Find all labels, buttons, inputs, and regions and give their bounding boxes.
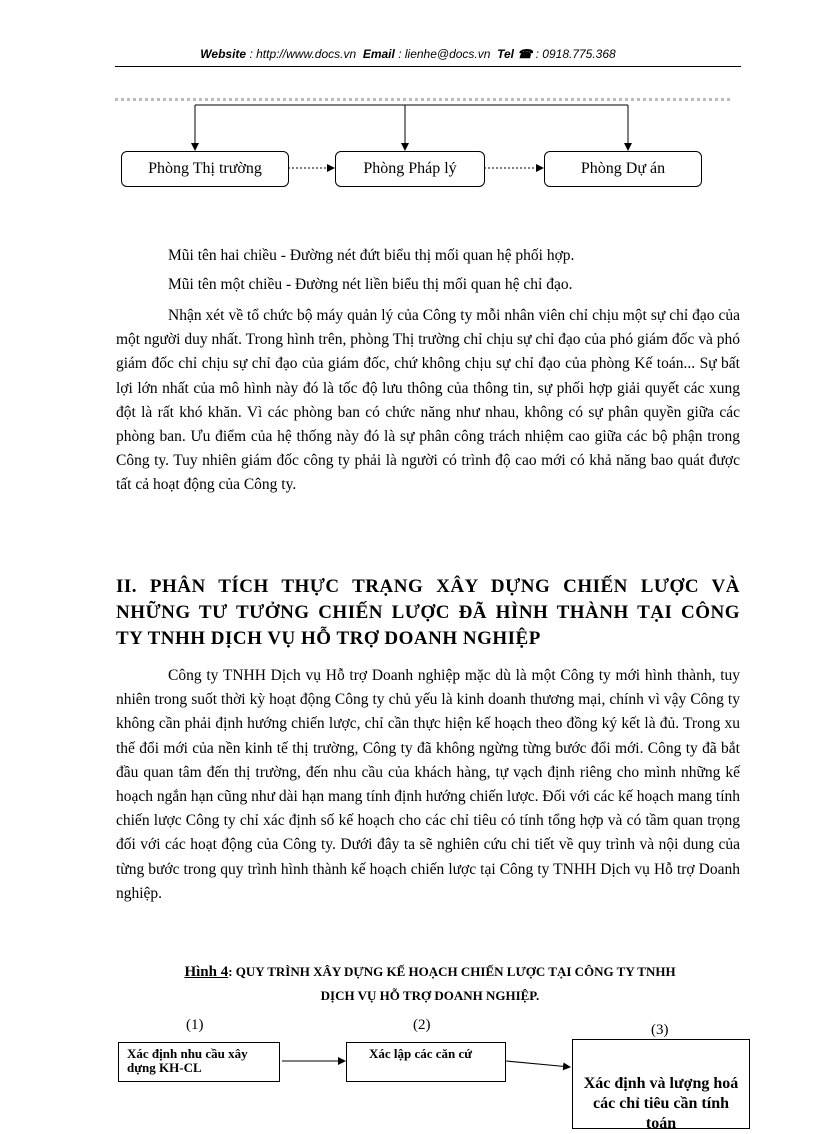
org-box-label: Phòng Pháp lý — [363, 160, 457, 177]
paragraph-org-analysis — [116, 304, 740, 498]
step-number: (3) — [651, 1022, 669, 1038]
paragraph-text: Nhận xét về tổ chức bộ máy quản lý của Công ty mỗi nhân viên chỉ chịu một sự chỉ đạo của một người duy nhất. Trong hình trên, phòng Thị trường chỉ chịu sự chỉ đạo của phó giám đốc và phó giám đốc chỉ chịu sự chỉ đạo của giám đốc, chứ không chịu sự chỉ đạo của phòng Kế toán... Sự bất lợi lớn nhất của mô hình này đó là tốc độ lưu thông của thông tin, sự phối hợp giải quyết các xung đột là rất khó khăn. Vì các phòng ban có chức năng như nhau, không có sự phân quyền giữa các phòng ban. Ưu điểm của hệ thống này đó là sự phân công trách nhiệm cao giữa các bộ phận trong Công ty. Tuy nhiên giám đốc công ty phải là người có trình độ cao mới có khả năng bao quát được tất cả hoạt động của Công ty. — [116, 307, 740, 494]
flow-step-1-box — [118, 1042, 280, 1082]
org-box-thi-truong — [121, 151, 289, 187]
flow-step-3-box — [572, 1039, 750, 1132]
step-number: (1) — [186, 1017, 204, 1033]
flow-step-text: Xác định và lượng hoá các chỉ tiêu cần tính toán — [583, 1075, 739, 1132]
website-label: Website — [200, 47, 247, 61]
figure-title-line1: : QUY TRÌNH XÂY DỰNG KẾ HOẠCH CHIẾN LƯỢC TẠI CÔNG TY TNHH — [228, 964, 676, 979]
website-value: : http://www.docs.vn — [249, 47, 357, 61]
legend-dashed-note: Mũi tên hai chiều - Đường nét đứt biểu thị mối quan hệ phối hợp. — [168, 247, 575, 264]
paragraph-text: Công ty TNHH Dịch vụ Hỗ trợ Doanh nghiệp mặc dù là một Công ty mới hình thành, tuy nhiên trong suốt thời kỳ hoạt động Công ty chủ yếu là kinh doanh thương mại, chính vì vậy Công ty không cần phải định hướng chiến lược, chỉ cần thực hiện kế hoạch theo đồng ký kết là đủ. Trong xu thế đổi mới của nền kinh tế thị trường, Công ty đã không ngừng từng bước đổi mới. Công ty đã bắt đầu quan tâm đến thị trường, đến nhu cầu của khách hàng, tự vạch định riêng cho mình những kế hoạch ngắn hạn cũng như dài hạn mang tính định hướng chiến lược. Đối với các kế hoạch mang tính chiến lược Công ty chỉ xác định số kế hoạch cho các chỉ tiêu có tính tổng hợp và có tầm quan trọng đối với các hoạt động của Công ty. Dưới đây ta sẽ nghiên cứu chi tiết về quy trình và nội dung của từng bước trong quy trình hình thành kế hoạch chiến lược tại Công ty TNHH Dịch vụ Hỗ trợ Doanh nghiệp. — [116, 667, 740, 902]
tel-label: Tel ☎ — [497, 47, 533, 61]
tel-value: : 0918.775.368 — [535, 47, 616, 61]
org-box-du-an — [544, 151, 702, 187]
legend-solid-note: Mũi tên một chiều - Đường nét liền biểu thị mối quan hệ chỉ đạo. — [168, 276, 573, 293]
org-box-phap-ly — [335, 151, 485, 187]
email-value: : lienhe@docs.vn — [398, 47, 491, 61]
figure-label: Hình 4 — [184, 964, 229, 980]
figure-title-line2: DỊCH VỤ HỖ TRỢ DOANH NGHIỆP. — [320, 988, 540, 1003]
paragraph-company-strategy — [116, 664, 740, 906]
figure-caption — [130, 960, 730, 1008]
org-box-label: Phòng Thị trường — [148, 160, 262, 177]
section-heading: II. PHÂN TÍCH THỰC TRẠNG XÂY DỰNG CHIẾN LƯỢC VÀ NHỮNG TƯ TƯỞNG CHIẾN LƯỢC ĐÃ HÌNH THÀNH TẠI CÔNG TY TNHH DỊCH VỤ HỖ TRỢ DOANH NGHIỆP — [116, 576, 740, 649]
org-box-label: Phòng Dự án — [580, 160, 666, 177]
flow-step-text: Xác lập các căn cứ — [369, 1046, 473, 1061]
email-label: Email — [362, 47, 395, 61]
flow-step-2-box — [346, 1042, 506, 1082]
step-number: (2) — [413, 1017, 431, 1033]
flow-step-text: Xác định nhu cầu xây dựng KH-CL — [127, 1046, 248, 1075]
